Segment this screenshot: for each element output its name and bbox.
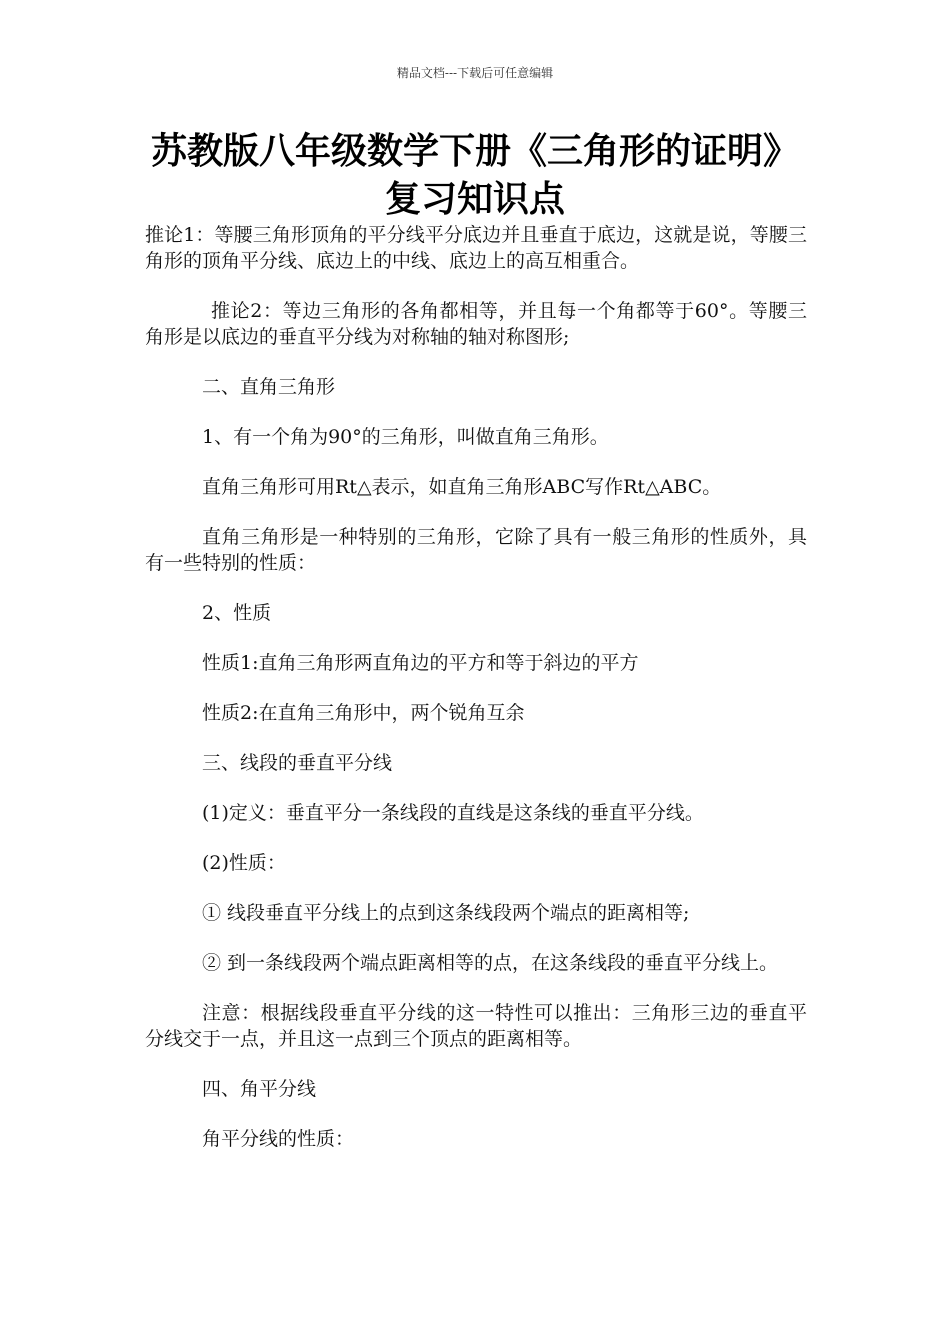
paragraph-property-2: 性质2:在直角三角形中，两个锐角互余 <box>202 702 525 724</box>
paragraph-bisector-property-b: ② 到一条线段两个端点距离相等的点，在这条线段的垂直平分线上。 <box>202 952 779 974</box>
section-heading-perpendicular-bisector: 三、线段的垂直平分线 <box>202 752 393 774</box>
subheading-properties: 2、性质 <box>202 602 272 624</box>
paragraph-bisector-definition: (1)定义：垂直平分一条线段的直线是这条线的垂直平分线。 <box>202 802 704 824</box>
paragraph-definition: 1、有一个角为90°的三角形，叫做直角三角形。 <box>202 426 609 448</box>
paragraph-note: 注意：根据线段垂直平分线的这一特性可以推出：三角形三边的垂直平分线交于一点，并且这一点到三个顶点的距离相等。 <box>145 1002 807 1050</box>
section-heading-right-triangle: 二、直角三角形 <box>202 376 336 398</box>
paragraph-bisector-property-a: ① 线段垂直平分线上的点到这条线段两个端点的距离相等; <box>202 902 690 924</box>
section-heading-angle-bisector: 四、角平分线 <box>202 1078 317 1100</box>
paragraph-special-properties: 直角三角形是一种特别的三角形，它除了具有一般三角形的性质外，具有一些特别的性质： <box>145 526 807 574</box>
paragraph-corollary-2: 推论2：等边三角形的各角都相等，并且每一个角都等于60°。等腰三角形是以底边的垂直平分线为对称轴的轴对称图形; <box>145 300 807 348</box>
paragraph-bisector-properties: (2)性质： <box>202 852 286 874</box>
paragraph-corollary-1: 推论1：等腰三角形顶角的平分线平分底边并且垂直于底边，这就是说，等腰三角形的顶角平分线、底边上的中线、底边上的高互相重合。 <box>145 224 807 272</box>
paragraph-notation: 直角三角形可用Rt△表示，如直角三角形ABC写作Rt△ABC。 <box>202 476 722 498</box>
document-title: 苏教版八年级数学下册《三角形的证明》复习知识点 <box>150 131 799 220</box>
document-body <box>145 222 807 1176</box>
paragraph-angle-bisector-properties: 角平分线的性质： <box>202 1128 355 1150</box>
page-header: 精品文档---下载后可任意编辑 <box>396 66 554 80</box>
paragraph-property-1: 性质1:直角三角形两直角边的平方和等于斜边的平方 <box>202 652 639 674</box>
